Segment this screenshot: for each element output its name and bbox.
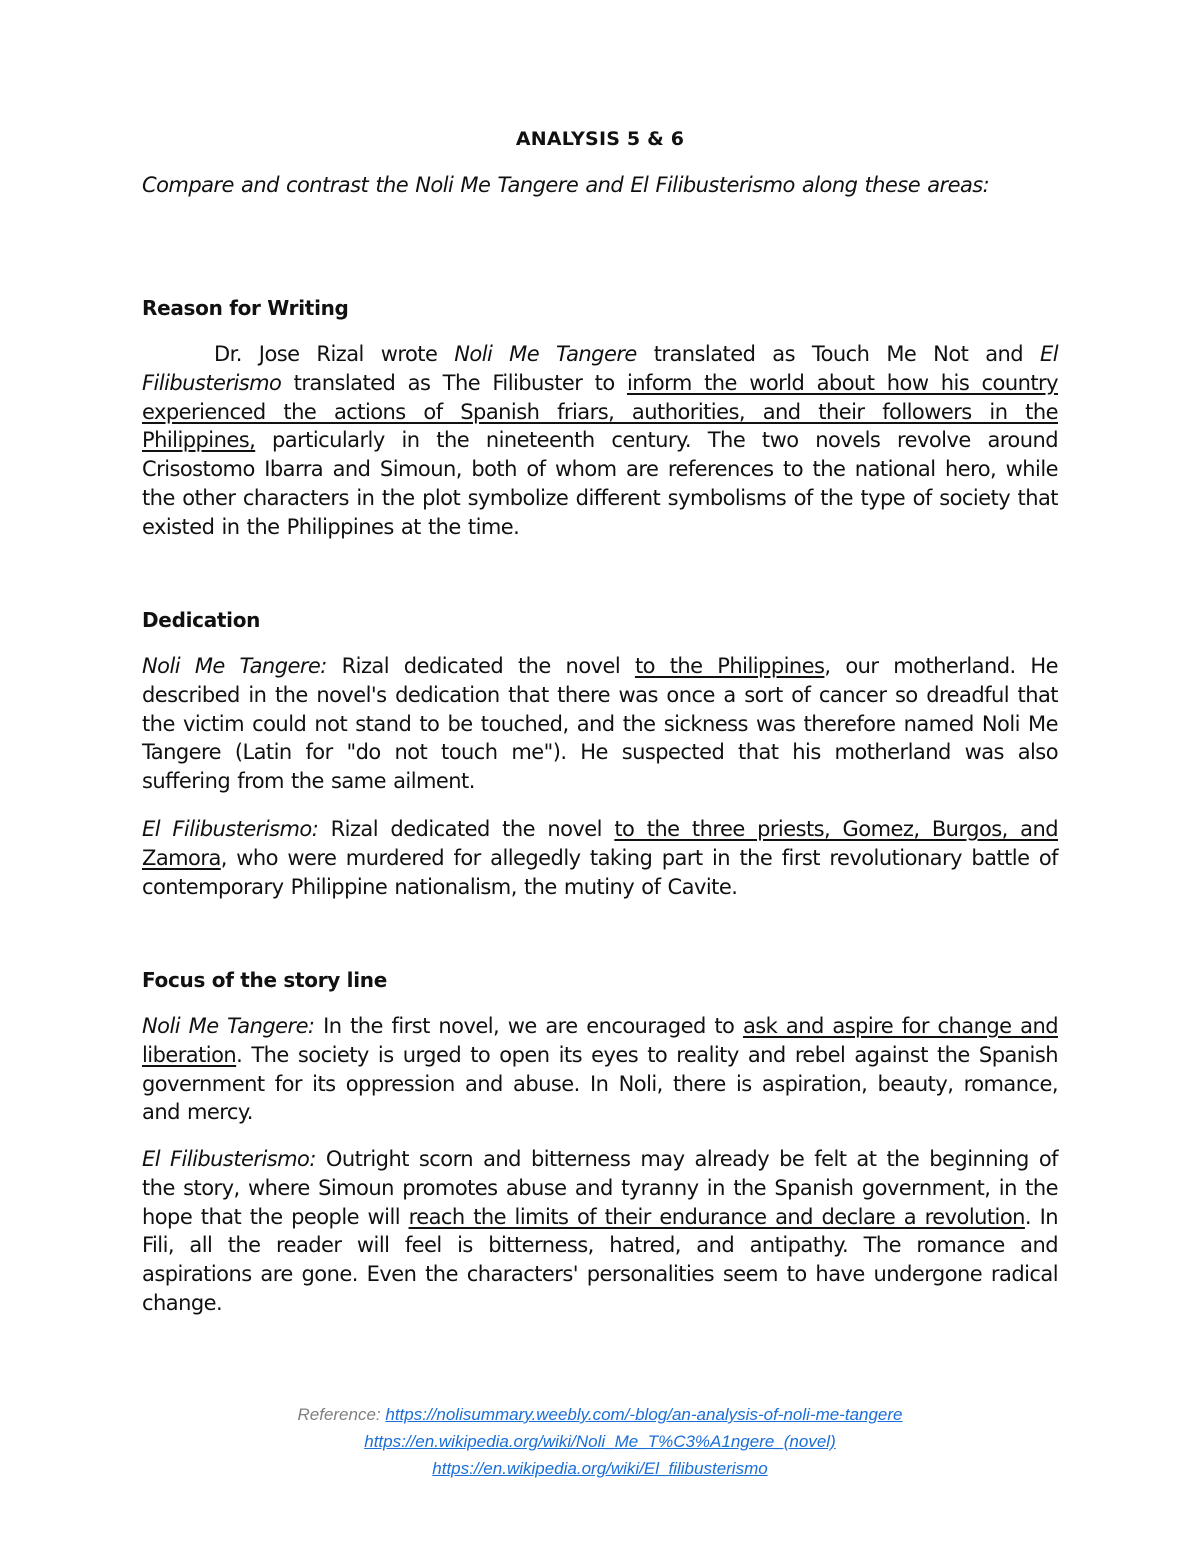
reference-link-noli-summary[interactable]: https://nolisummary.weebly.com/-blog/an-analysis-of-noli-me-tangere	[385, 1405, 903, 1424]
page-title: ANALYSIS 5 & 6	[515, 128, 685, 150]
reason-paragraph: Dr. Jose Rizal wrote Noli Me Tangere translated as Touch Me Not and El Filibusterismo translated as The Filibuster to inform the world about how his country experienced the actions of Spanish friars, authorities, and their followers in the Philippines, particularly in the nineteenth century. The two novels revolve around Crisostomo Ibarra and Simoun, both of whom are references to the national hero, while the other characters in the plot symbolize different symbolisms of the type of society that existed in the Philippines at the time.	[142, 342, 1058, 539]
reference-link-wikipedia-fili[interactable]: https://en.wikipedia.org/wiki/El_filibusterismo	[432, 1459, 768, 1478]
reference-line-1	[0, 1405, 1200, 1425]
section-heading-focus: Focus of the story line	[142, 968, 387, 992]
reference-line-2	[0, 1432, 1200, 1452]
section-heading-reason: Reason for Writing	[142, 296, 349, 320]
focus-paragraph-fili: El Filibusterismo: Outright scorn and bitterness may already be felt at the beginning of the story, where Simoun promotes abuse and tyranny in the Spanish government, in the hope that the people will reach the limits of their endurance and declare a revolution. In Fili, all the reader will feel is bitterness, hatred, and antipathy. The romance and aspirations are gone. Even the characters' personalities seem to have undergone radical change.	[142, 1147, 1058, 1315]
reference-label: Reference:	[297, 1405, 386, 1424]
prompt-text: Compare and contrast the Noli Me Tangere and El Filibusterismo along these areas:	[142, 173, 990, 197]
section-heading-dedication: Dedication	[142, 608, 261, 632]
dedication-paragraph-fili: El Filibusterismo: Rizal dedicated the novel to the three priests, Gomez, Burgos, and Zamora, who were murdered for allegedly taking part in the first revolutionary battle of contemporary Philippine nationalism, the mutiny of Cavite.	[142, 817, 1058, 899]
reference-line-3	[0, 1459, 1200, 1479]
dedication-paragraph-noli: Noli Me Tangere: Rizal dedicated the novel to the Philippines, our motherland. He described in the novel's dedication that there was once a sort of cancer so dreadful that the victim could not stand to be touched, and the sickness was therefore named Noli Me Tangere (Latin for "do not touch me"). He suspected that his motherland was also suffering from the same ailment.	[142, 654, 1059, 794]
focus-paragraph-noli: Noli Me Tangere: In the first novel, we are encouraged to ask and aspire for change and liberation. The society is urged to open its eyes to reality and rebel against the Spanish government for its oppression and abuse. In Noli, there is aspiration, beauty, romance, and mercy.	[142, 1014, 1058, 1125]
reference-link-wikipedia-noli[interactable]: https://en.wikipedia.org/wiki/Noli_Me_T%C3%A1ngere_(novel)	[364, 1432, 836, 1451]
